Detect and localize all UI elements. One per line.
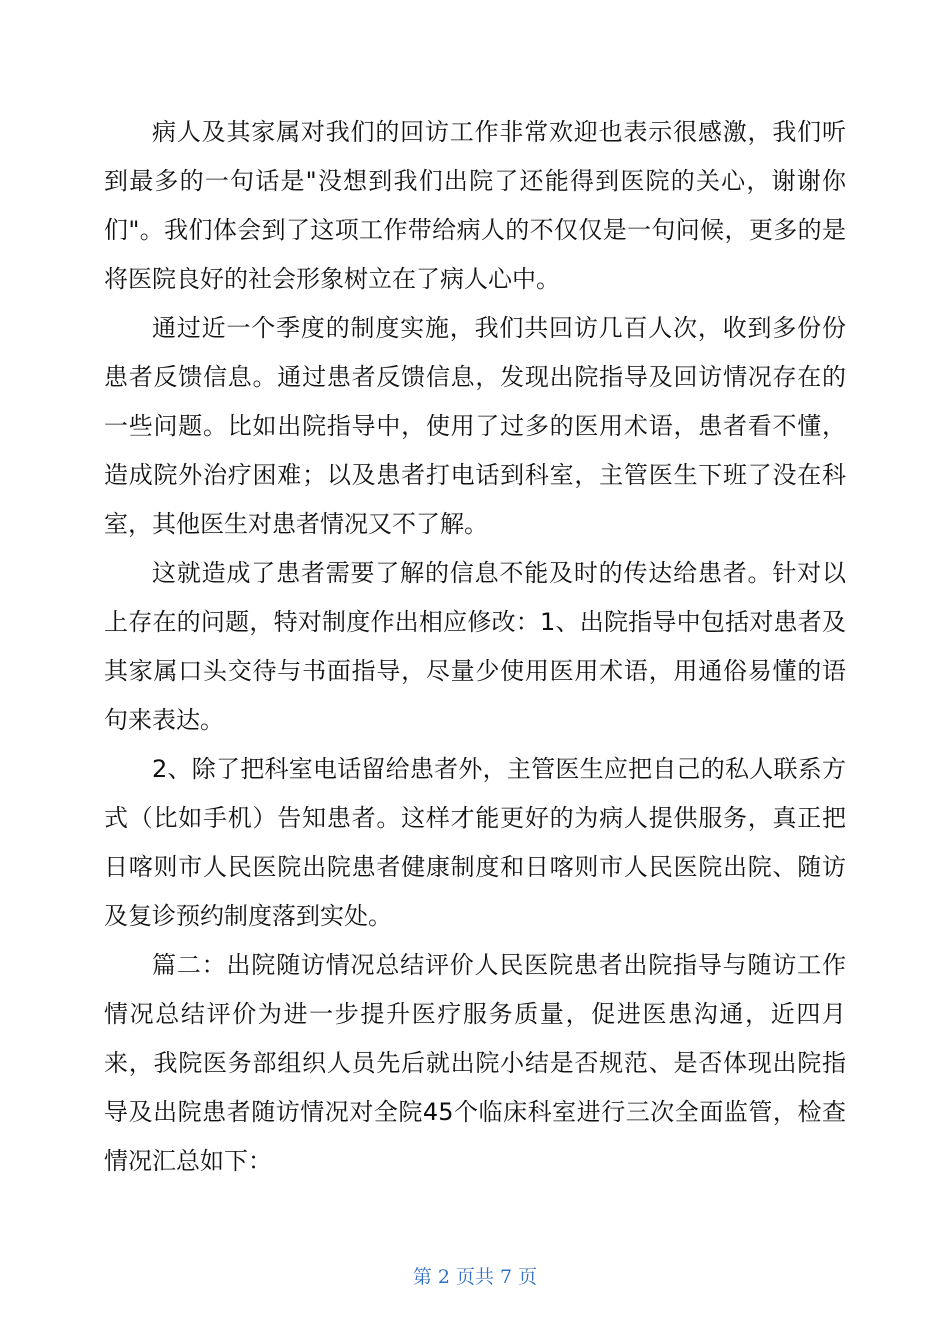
paragraph-4: 2、除了把科室电话留给患者外，主管医生应把自己的私人联系方式（比如手机）告知患者。这样才能更好的为病人提供服务，真正把日喀则市人民医院出院患者健康制度和日喀则市人民医院出院、随访及复诊预约制度落到实处。 [104,755,846,930]
paragraph-1: 病人及其家属对我们的回访工作非常欢迎也表示很感激，我们听到最多的一句话是"没想到我们出院了还能得到医院的关心，谢谢你们"。我们体会到了这项工作带给病人的不仅仅是一句问候，更多的是将医院良好的社会形象树立在了病人心中。 [104,118,846,293]
document-body [104,108,846,1186]
paragraph-2: 通过近一个季度的制度实施，我们共回访几百人次，收到多份份患者反馈信息。通过患者反馈信息，发现出院指导及回访情况存在的一些问题。比如出院指导中，使用了过多的医用术语，患者看不懂，造成院外治疗困难；以及患者打电话到科室，主管医生下班了没在科室，其他医生对患者情况又不了解。 [104,314,846,538]
page-number-footer: 第 2 页共 7 页 [412,1266,538,1288]
paragraph-3: 这就造成了患者需要了解的信息不能及时的传达给患者。针对以上存在的问题，特对制度作出相应修改：1、出院指导中包括对患者及其家属口头交待与书面指导，尽量少使用医用术语，用通俗易懂的语句来表达。 [104,559,846,734]
paragraph-5: 篇二：出院随访情况总结评价人民医院患者出院指导与随访工作情况总结评价为进一步提升医疗服务质量，促进医患沟通，近四月来，我院医务部组织人员先后就出院小结是否规范、是否体现出院指导及出院患者随访情况对全院45个临床科室进行三次全面监管，检查情况汇总如下： [104,951,846,1175]
